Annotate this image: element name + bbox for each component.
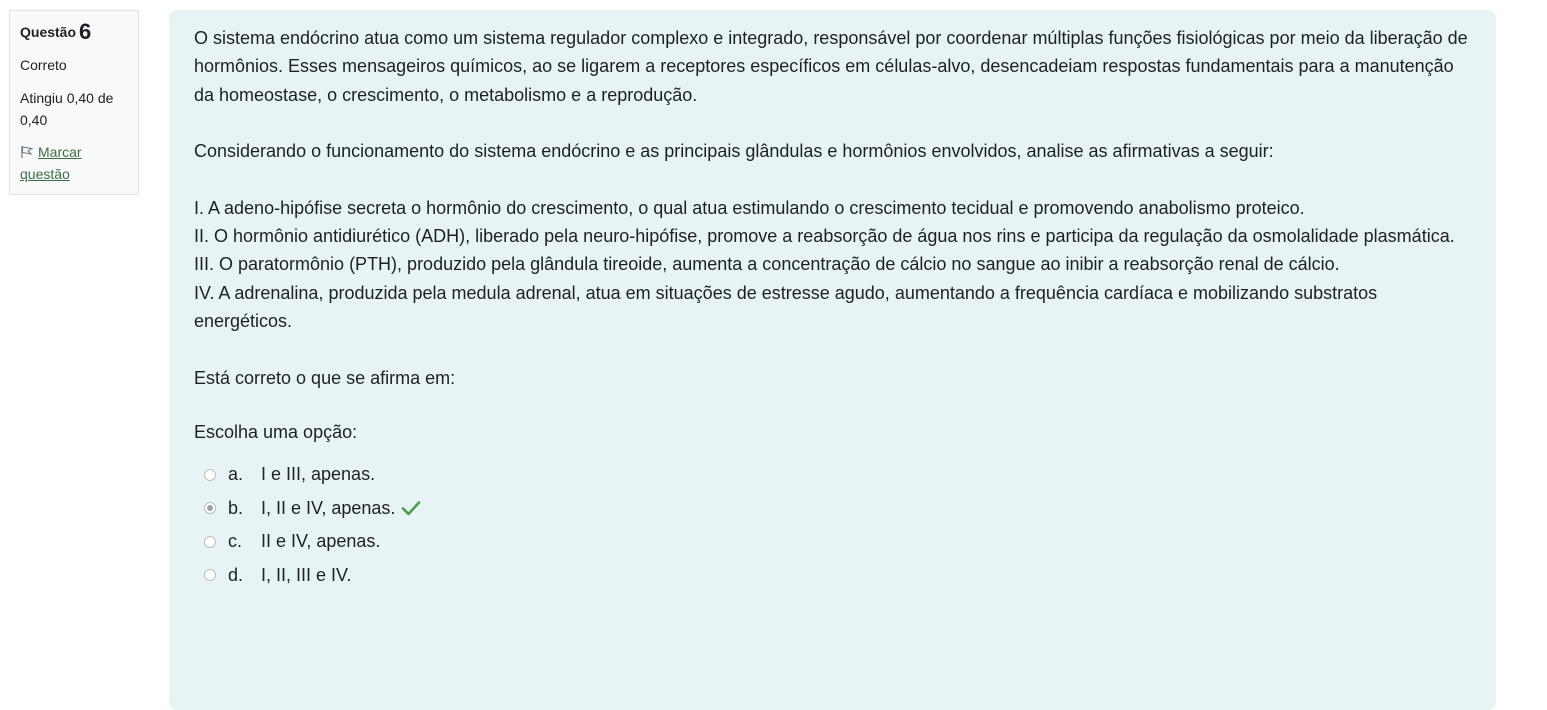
option-a[interactable] [194, 458, 1471, 492]
question-number-heading [20, 19, 128, 45]
correct-check-icon [401, 500, 421, 516]
question-text: Está correto o que se afirma em: [194, 367, 456, 388]
statement-2: II. O hormônio antidiurético (ADH), liberado pela neuro-hipófise, promove a reabsorção de água nos rins e participa da regulação da osmolalidade plasmática. [194, 226, 1455, 247]
option-a-radio[interactable] [204, 469, 216, 481]
question-number: 6 [79, 19, 92, 44]
question-instruction: Considerando o funcionamento do sistema endócrino e as principais glândulas e hormônios envolvidos, analise as afirmativas a seguir: [194, 141, 1274, 162]
flag-icon [20, 145, 34, 159]
question-state: Correto [20, 57, 67, 73]
answer-options [194, 458, 1471, 592]
option-a-letter: a. [228, 464, 244, 485]
option-b-radio[interactable] [204, 502, 216, 514]
option-b[interactable] [194, 491, 1471, 525]
option-c-radio[interactable] [204, 536, 216, 548]
question-grade: Atingiu 0,40 de 0,40 [20, 90, 114, 128]
question-info-panel [9, 10, 139, 195]
flag-question[interactable] [20, 141, 128, 185]
option-d-label: I, II, III e IV. [261, 564, 352, 585]
question-label: Questão [20, 24, 77, 40]
answer-prompt: Escolha uma opção: [194, 421, 358, 442]
option-c-label: II e IV, apenas. [261, 531, 381, 552]
statement-4: IV. A adrenalina, produzida pela medula adrenal, atua em situações de estresse agudo, aumentando a frequência cardíaca e mobilizando substratos energéticos. [194, 282, 1378, 331]
question-content [169, 10, 1496, 710]
flag-question-link[interactable]: Marcar questão [20, 144, 82, 182]
option-d[interactable] [194, 558, 1471, 592]
option-c-letter: c. [228, 531, 243, 552]
option-a-label: I e III, apenas. [261, 464, 376, 485]
option-d-radio[interactable] [204, 569, 216, 581]
statement-1: I. A adeno-hipófise secreta o hormônio do crescimento, o qual atua estimulando o crescimento tecidual e promovendo anabolismo proteico. [194, 197, 1305, 218]
question-intro: O sistema endócrino atua como um sistema regulador complexo e integrado, responsável por coordenar múltiplas funções fisiológicas por meio da liberação de hormônios. Esses mensageiros químicos, ao se ligarem a receptores específicos em células-alvo, desencadeiam respostas fundamentais para a manutenção da homeostase, o crescimento, o metabolismo e a reprodução. [194, 28, 1468, 105]
option-c[interactable] [194, 525, 1471, 559]
option-b-letter: b. [228, 497, 244, 518]
option-b-label: I, II e IV, apenas. [261, 497, 396, 518]
option-d-letter: d. [228, 564, 244, 585]
statement-3: III. O paratormônio (PTH), produzido pela glândula tireoide, aumenta a concentração de cálcio no sangue ao inibir a reabsorção renal de cálcio. [194, 254, 1340, 275]
